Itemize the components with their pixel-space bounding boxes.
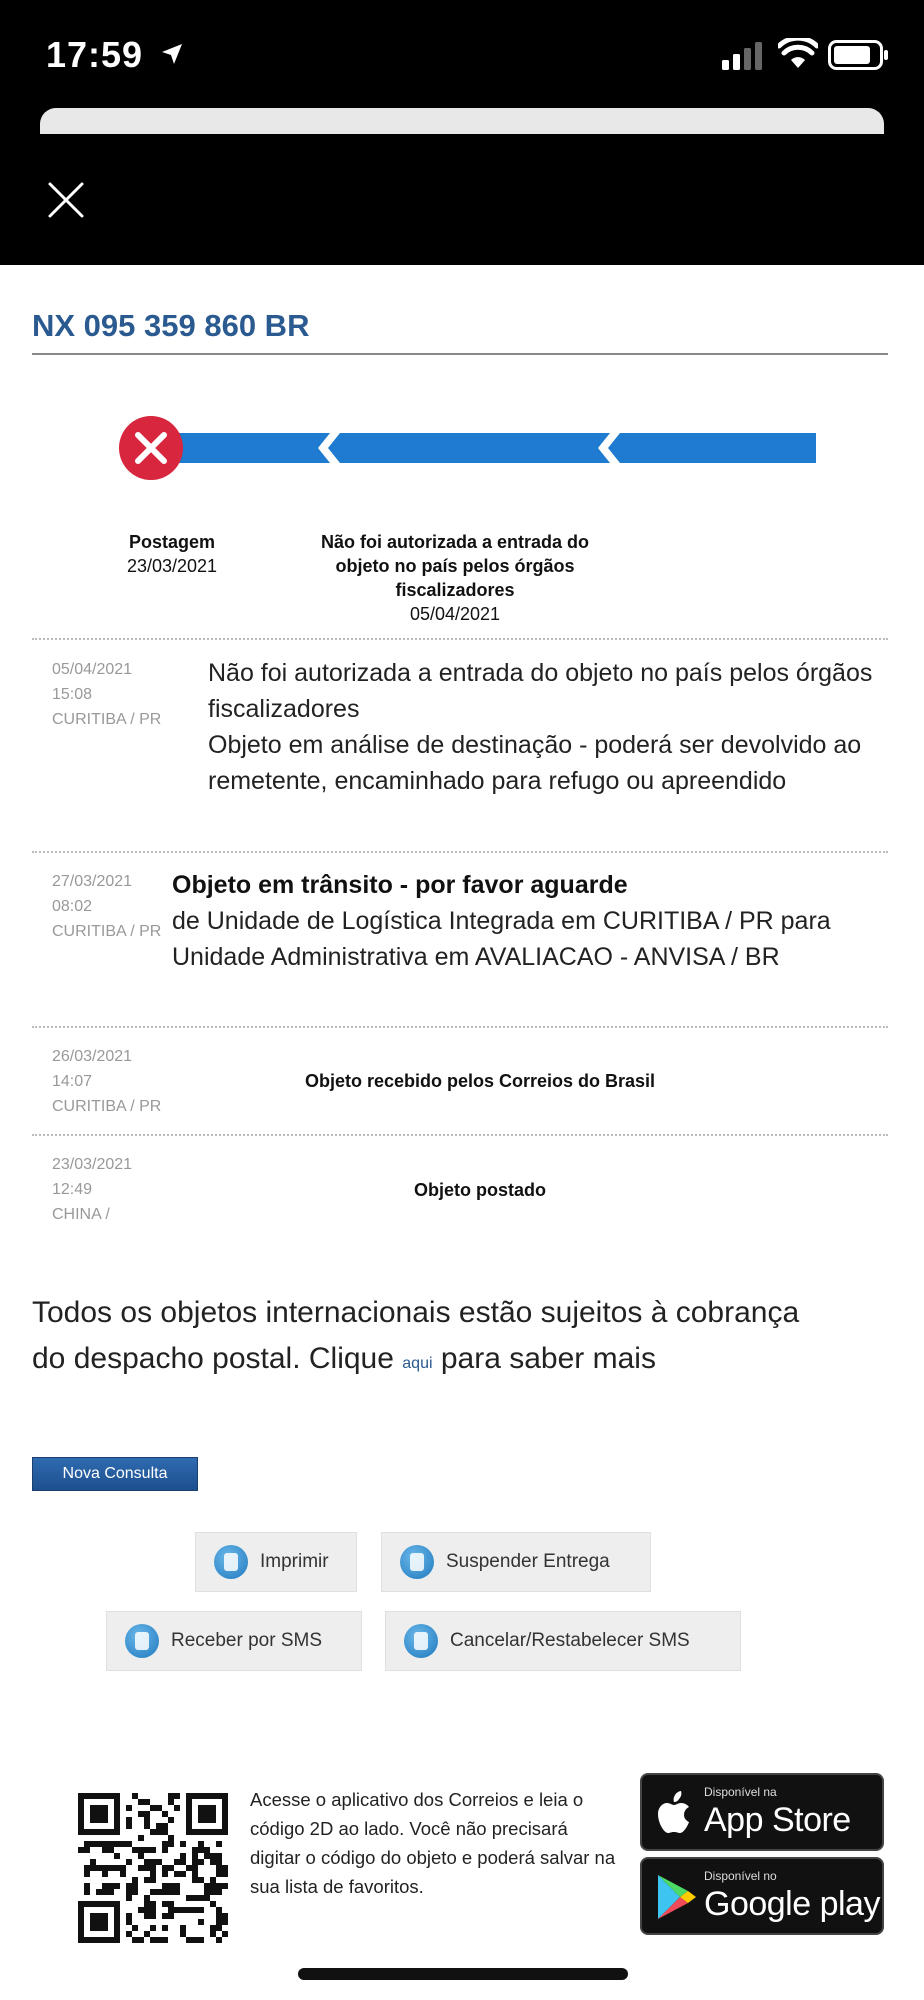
home-indicator[interactable] [298,1968,628,1980]
event-text [172,867,892,975]
suspend-delivery-button[interactable] [381,1532,651,1592]
step-nao-autorizada [300,530,610,626]
battery-icon [828,40,890,70]
status-time: 17:59 [46,34,144,75]
notice-link[interactable]: aqui [402,1355,433,1372]
qr-code-icon [78,1793,228,1943]
title-divider [32,353,888,355]
customs-notice [32,1290,832,1387]
apple-icon [654,1789,696,1837]
notice-text-end: para saber mais [440,1342,656,1375]
badge-big-text: App Store [704,1801,851,1839]
print-button[interactable] [195,1532,357,1592]
divider [32,851,888,853]
divider [32,1134,888,1136]
event-time: 14:07 [52,1073,93,1090]
event-status: Não foi autorizada a entrada do objeto no país pelos órgãos fiscalizadores [208,659,873,723]
event-meta [52,869,162,944]
event-detail: Objeto em análise de destinação - poderá ser devolvido ao remetente, encaminhado para refugo ou apreendido [208,731,862,795]
event-time: 15:08 [52,686,93,703]
divider [32,638,888,640]
button-label: Imprimir [260,1551,329,1572]
app-store-badge[interactable] [640,1773,884,1851]
event-meta [52,1152,202,1227]
receive-sms-button[interactable] [106,1611,362,1671]
step-date: 05/04/2021 [409,604,501,624]
event-status: Objeto em trânsito - por favor aguarde [172,871,628,899]
step-date: 23/03/2021 [126,556,218,576]
event-status: Objeto postado [414,1180,546,1200]
button-label: Cancelar/Restabelecer SMS [450,1630,690,1651]
google-play-badge[interactable] [640,1857,884,1935]
wifi-icon [778,38,818,70]
event-place: CHINA / [52,1206,110,1223]
event-meta [52,657,202,732]
step-title: Não foi autorizada a entrada do objeto no país pelos órgãos fiscalizadores [320,532,590,600]
close-icon[interactable] [46,180,86,220]
phone-icon [125,1624,159,1658]
nova-consulta-button[interactable]: Nova Consulta [32,1457,198,1491]
tracking-code: NX 095 359 860 BR [32,308,310,343]
location-arrow-icon [160,42,184,66]
status-bar [0,0,924,265]
event-place: CURITIBA / PR [52,923,162,940]
cancel-sms-button[interactable] [385,1611,741,1671]
browser-url-bar[interactable] [40,108,884,134]
badge-small-text: Disponível na [704,1785,777,1799]
event-detail: de Unidade de Logística Integrada em CURITIBA / PR para Unidade Administrativa em AVALIACAO - ANVISA / BR [172,907,831,971]
badge-small-text: Disponível no [704,1869,777,1883]
printer-icon [214,1545,248,1579]
event-time: 12:49 [52,1181,93,1198]
cellular-signal-icon [722,42,766,70]
button-label: Suspender Entrega [446,1551,610,1572]
phone-icon [404,1624,438,1658]
event-text [208,655,898,799]
badge-big-text: Google play [704,1885,880,1923]
package-icon [400,1545,434,1579]
tracking-page [0,265,924,2000]
event-place: CURITIBA / PR [52,711,162,728]
event-date: 05/04/2021 [52,661,133,678]
event-date: 27/03/2021 [52,873,133,890]
event-place: CURITIBA / PR [52,1098,162,1115]
google-play-icon [654,1873,698,1921]
event-date: 26/03/2021 [52,1048,133,1065]
tracking-progress-bar [118,413,818,483]
step-title: Postagem [128,532,216,552]
event-meta [52,1044,202,1119]
event-status: Objeto recebido pelos Correios do Brasil [304,1071,656,1091]
divider [32,1026,888,1028]
step-postagem [102,530,242,578]
event-time: 08:02 [52,898,93,915]
app-promo-text: Acesse o aplicativo dos Correios e leia o código 2D ao lado. Você não precisará digitar o código do objeto e poderá salvar na sua lista de favoritos. [250,1789,616,1897]
notice-text: Todos os objetos internacionais estão sujeitos à cobrança do despacho postal. Clique [32,1296,800,1375]
event-date: 23/03/2021 [52,1156,133,1173]
button-label: Receber por SMS [171,1630,323,1651]
